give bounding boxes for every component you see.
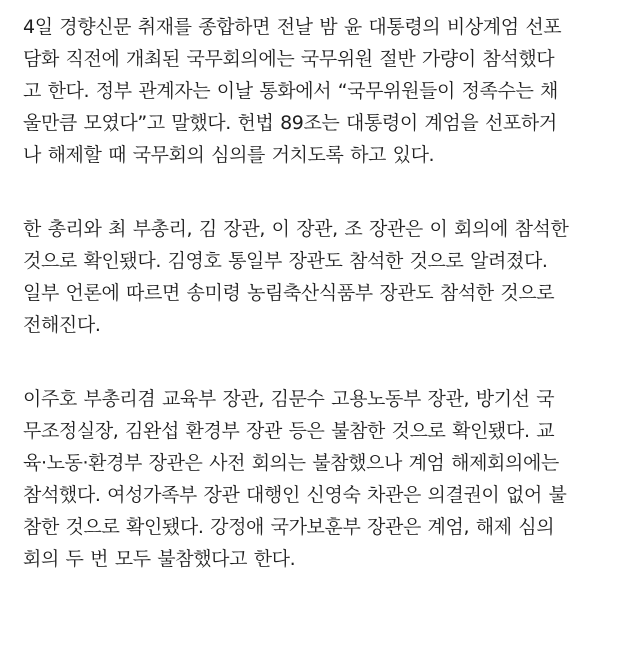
paragraph <box>23 213 621 341</box>
text-line: 전해진다. <box>23 314 101 336</box>
text-line: 한 총리와 최 부총리, 김 장관, 이 장관, 조 장관은 이 회의에 참석한 <box>23 218 569 240</box>
paragraph <box>23 383 621 575</box>
paragraph <box>23 11 621 171</box>
text-line: 울만큼 모였다”고 말했다. 헌법 89조는 대통령이 계엄을 선포하거 <box>23 112 557 134</box>
text-line: 참석했다. 여성가족부 장관 대행인 신영숙 차관은 의결권이 없어 불 <box>23 484 567 506</box>
text-line: 나 해제할 때 국무회의 심의를 거치도록 하고 있다. <box>23 144 435 166</box>
text-line: 회의 두 번 모두 불참했다고 한다. <box>23 548 296 570</box>
text-line: 고 한다. 정부 관계자는 이날 통화에서 “국무위원들이 정족수는 채 <box>23 80 559 102</box>
text-line: 것으로 확인됐다. 김영호 통일부 장관도 참석한 것으로 알려졌다. <box>23 250 548 272</box>
text-line: 육·노동·환경부 장관은 사전 회의는 불참했으나 계엄 해제회의에는 <box>23 452 559 474</box>
text-line: 담화 직전에 개최된 국무회의에는 국무위원 절반 가량이 참석했다 <box>23 48 555 70</box>
text-line: 이주호 부총리겸 교육부 장관, 김문수 고용노동부 장관, 방기선 국 <box>23 388 555 410</box>
text-line: 4일 경향신문 취재를 종합하면 전날 밤 윤 대통령의 비상계엄 선포 <box>23 16 562 38</box>
text-line: 무조정실장, 김완섭 환경부 장관 등은 불참한 것으로 확인됐다. 교 <box>23 420 555 442</box>
text-line: 참한 것으로 확인됐다. 강정애 국가보훈부 장관은 계엄, 해제 심의 <box>23 516 555 538</box>
text-line: 일부 언론에 따르면 송미령 농림축산식품부 장관도 참석한 것으로 <box>23 282 555 304</box>
